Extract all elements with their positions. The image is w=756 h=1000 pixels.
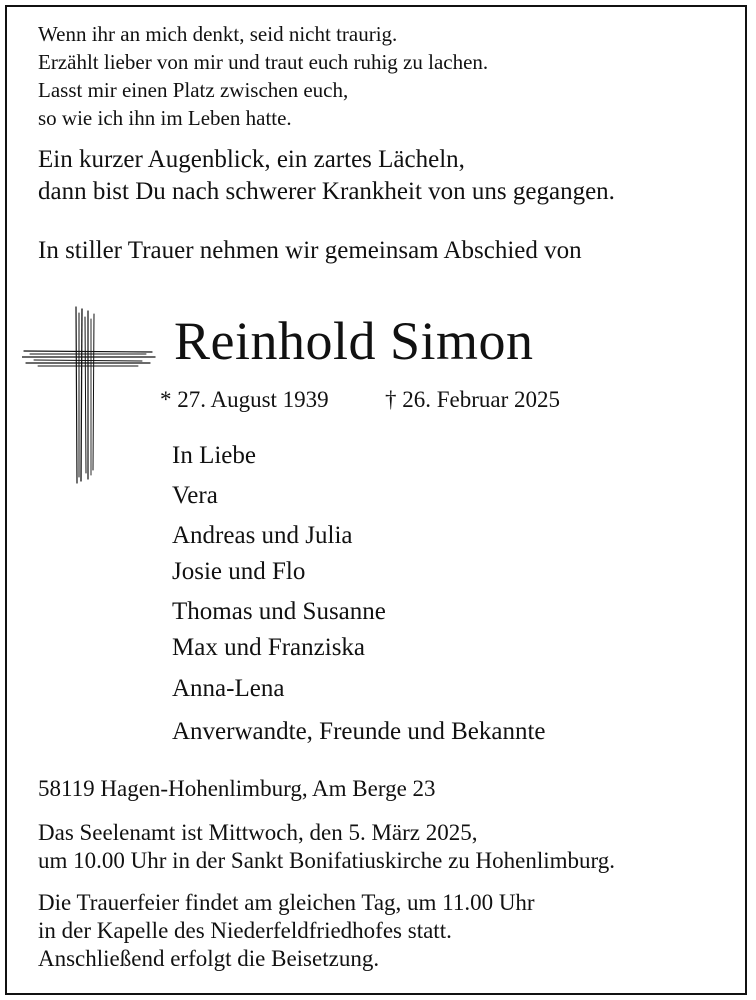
mourner-line: Anna-Lena [172,675,285,702]
deceased-name: Reinhold Simon [174,311,534,371]
poem-line-4: so wie ich ihn im Leben hatte. [38,106,292,130]
mass-line-1: Das Seelenamt ist Mittwoch, den 5. März 2025, [38,820,478,845]
address: 58119 Hagen-Hohenlimburg, Am Berge 23 [38,776,436,801]
mourner-line: Anverwandte, Freunde und Bekannte [172,718,546,745]
intro-line-1: Ein kurzer Augenblick, ein zartes Lächeln, [38,146,465,173]
death-date: † 26. Februar 2025 [385,387,561,412]
funeral-line-3: Anschließend erfolgt die Beisetzung. [38,946,380,971]
mourner-line: Josie und Flo [172,558,306,585]
poem-line-3: Lasst mir einen Platz zwischen euch, [38,78,349,102]
poem-line-2: Erzählt lieber von mir und traut euch ruhig zu lachen. [38,50,489,74]
mourner-line: In Liebe [172,442,256,469]
mass-line-2: um 10.00 Uhr in der Sankt Bonifatiuskirche zu Hohenlimburg. [38,848,616,873]
mourner-line: Vera [172,482,218,509]
announcement: In stiller Trauer nehmen wir gemeinsam Abschied von [38,237,582,264]
mourner-line: Max und Franziska [172,634,366,661]
mourner-line: Andreas und Julia [172,522,353,549]
poem-line-1: Wenn ihr an mich denkt, seid nicht traurig. [38,22,398,46]
funeral-line-1: Die Trauerfeier findet am gleichen Tag, um 11.00 Uhr [38,890,535,915]
funeral-line-2: in der Kapelle des Niederfeldfriedhofes statt. [38,918,452,943]
mourner-line: Thomas und Susanne [172,598,386,625]
cross-icon [22,305,157,485]
birth-date: * 27. August 1939 [160,387,329,412]
intro-line-2: dann bist Du nach schwerer Krankheit von uns gegangen. [38,178,615,205]
